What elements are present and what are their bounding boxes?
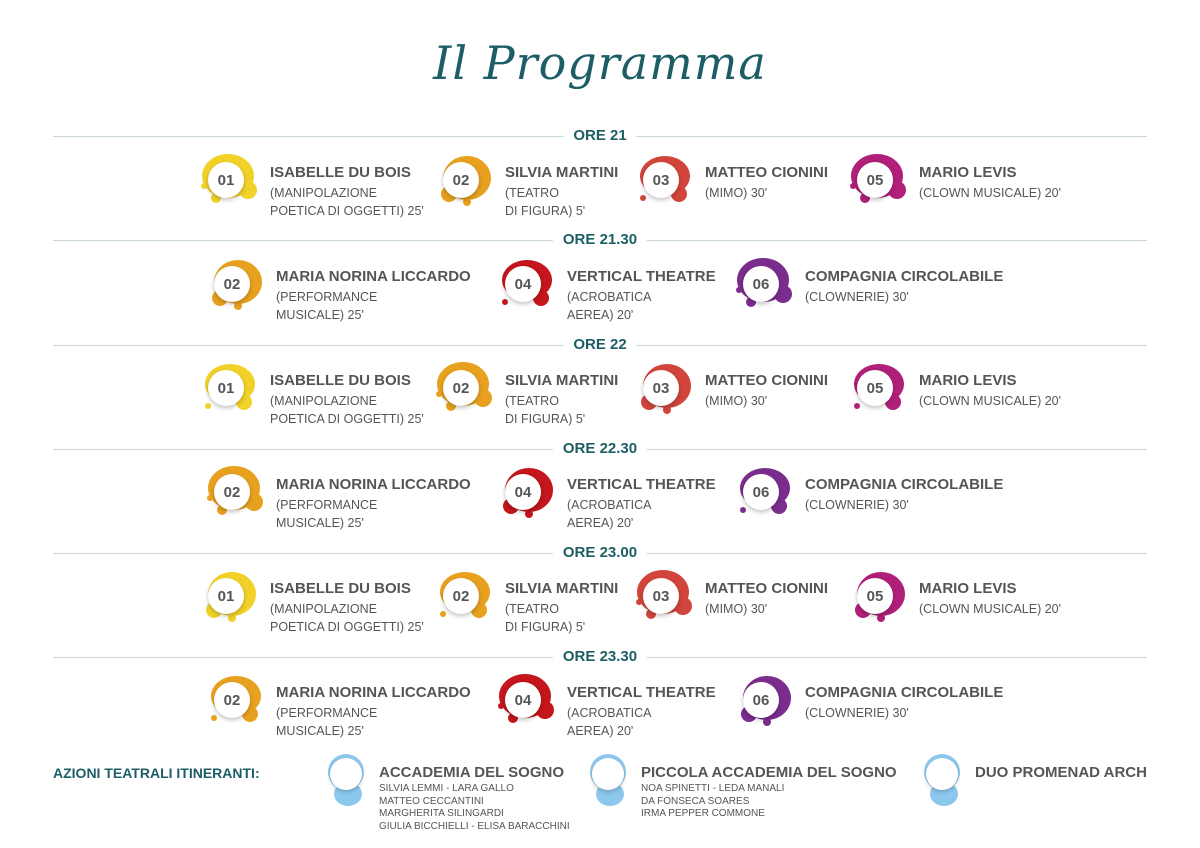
time-label: ORE 21	[563, 128, 636, 144]
time-label: ORE 23.30	[553, 649, 647, 665]
blob-shape	[234, 302, 242, 310]
act-description	[505, 392, 585, 428]
act-number-badge: 01	[208, 370, 244, 406]
page-title: Il Programma	[433, 36, 767, 90]
troupe-members	[379, 783, 570, 833]
act-blob-icon	[204, 462, 268, 526]
act-description-line: AEREA) 20'	[567, 308, 634, 322]
act-description	[805, 496, 909, 514]
act-description	[567, 496, 652, 532]
act-description-line: AEREA) 20'	[567, 516, 634, 530]
time-label: ORE 22	[563, 337, 636, 353]
act-number-badge: 02	[214, 266, 250, 302]
act-number-badge: 02	[443, 370, 479, 406]
act-blob-icon	[633, 358, 697, 422]
act-blob-icon	[204, 670, 268, 734]
act-name: MARIA NORINA LICCARDO	[276, 268, 471, 285]
act-blob-icon	[847, 150, 911, 214]
act-description	[567, 288, 652, 324]
act-number-badge: 03	[643, 370, 679, 406]
blob-shape	[228, 614, 236, 622]
act-name: COMPAGNIA CIRCOLABILE	[805, 268, 1004, 285]
blob-shape	[463, 198, 471, 206]
troupe-blob-icon	[326, 752, 370, 812]
troupe-name: DUO PROMENAD ARCH	[975, 764, 1147, 781]
act-description	[270, 392, 424, 428]
blob-shape	[205, 403, 211, 409]
troupe-circle	[926, 758, 958, 790]
blob-shape	[640, 195, 646, 201]
time-divider	[53, 649, 1147, 665]
act-name: VERTICAL THEATRE	[567, 268, 716, 285]
act-number-badge: 04	[505, 266, 541, 302]
act-blob-icon	[433, 358, 497, 422]
act-blob-icon	[633, 150, 697, 214]
blob-shape	[436, 391, 442, 397]
blob-shape	[636, 599, 642, 605]
blob-shape	[498, 703, 504, 709]
act-description	[705, 184, 767, 202]
blob-shape	[207, 495, 213, 501]
act-description-line: (PERFORMANCE	[276, 498, 378, 512]
act-name: COMPAGNIA CIRCOLABILE	[805, 684, 1004, 701]
act-blob-icon	[433, 566, 497, 630]
act-blob-icon	[198, 358, 262, 422]
act-blob-icon	[198, 150, 262, 214]
act-name: MARIO LEVIS	[919, 164, 1017, 181]
blob-shape	[877, 614, 885, 622]
troupe-name: ACCADEMIA DEL SOGNO	[379, 764, 565, 781]
act-number-badge: 01	[208, 578, 244, 614]
act-number-badge: 06	[743, 682, 779, 718]
act-number-badge: 03	[643, 162, 679, 198]
act-blob-icon	[733, 254, 797, 318]
act-name: ISABELLE DU BOIS	[270, 580, 411, 597]
act-description-line: (TEATRO	[505, 186, 559, 200]
act-blob-icon	[847, 358, 911, 422]
troupe-circle	[592, 758, 624, 790]
act-name: MATTEO CIONINI	[705, 164, 829, 181]
act-name: VERTICAL THEATRE	[567, 684, 716, 701]
act-name: MATTEO CIONINI	[705, 580, 829, 597]
blob-shape	[440, 611, 446, 617]
act-description-line: MUSICALE) 25'	[276, 724, 364, 738]
time-divider	[53, 128, 1147, 144]
act-blob-icon	[633, 566, 697, 630]
blob-shape	[201, 183, 207, 189]
act-description-line: (MANIPOLAZIONE	[270, 186, 377, 200]
act-description-line: MUSICALE) 25'	[276, 516, 364, 530]
act-description	[567, 704, 652, 740]
act-description	[270, 184, 424, 220]
act-description	[919, 392, 1061, 410]
act-description-line: (CLOWN MUSICALE) 20'	[919, 602, 1061, 616]
act-description-line: (ACROBATICA	[567, 290, 652, 304]
act-number-badge: 03	[643, 578, 679, 614]
act-description	[805, 288, 909, 306]
act-blob-icon	[204, 254, 268, 318]
act-number-badge: 05	[857, 162, 893, 198]
act-description-line: (PERFORMANCE	[276, 290, 378, 304]
act-name: SILVIA MARTINI	[505, 372, 619, 389]
act-description-line: DI FIGURA) 5'	[505, 620, 586, 634]
blob-shape	[736, 287, 742, 293]
act-description-line: AEREA) 20'	[567, 724, 634, 738]
blob-shape	[850, 183, 856, 189]
act-description-line: POETICA DI OGGETTI) 25'	[270, 204, 424, 218]
troupe-member-line: MARGHERITA SILINGARDI	[379, 808, 504, 819]
time-label: ORE 21.30	[553, 232, 647, 248]
act-name: SILVIA MARTINI	[505, 580, 619, 597]
act-description-line: DI FIGURA) 5'	[505, 204, 586, 218]
time-label: ORE 22.30	[553, 441, 647, 457]
time-divider	[53, 441, 1147, 457]
act-number-badge: 06	[743, 266, 779, 302]
blob-shape	[763, 718, 771, 726]
act-number-badge: 02	[443, 578, 479, 614]
act-description	[705, 392, 767, 410]
act-description-line: (TEATRO	[505, 602, 559, 616]
act-blob-icon	[495, 462, 559, 526]
act-description	[270, 600, 424, 636]
act-description-line: (PERFORMANCE	[276, 706, 378, 720]
act-description-line: (TEATRO	[505, 394, 559, 408]
time-divider	[53, 337, 1147, 353]
act-description	[505, 184, 585, 220]
time-divider	[53, 545, 1147, 561]
act-description	[705, 600, 767, 618]
act-description-line: (MANIPOLAZIONE	[270, 602, 377, 616]
troupe-members	[641, 783, 784, 821]
act-description-line: (CLOWNERIE) 30'	[805, 498, 909, 512]
act-description-line: MUSICALE) 25'	[276, 308, 364, 322]
act-number-badge: 05	[857, 578, 893, 614]
act-blob-icon	[847, 566, 911, 630]
act-blob-icon	[495, 254, 559, 318]
troupe-blob-icon	[922, 752, 966, 812]
act-name: MARIA NORINA LICCARDO	[276, 476, 471, 493]
act-name: MATTEO CIONINI	[705, 372, 829, 389]
act-name: ISABELLE DU BOIS	[270, 164, 411, 181]
act-description-line: (MIMO) 30'	[705, 394, 768, 408]
act-description	[276, 288, 377, 324]
blob-shape	[211, 715, 217, 721]
blob-shape	[525, 510, 533, 518]
act-description	[276, 496, 377, 532]
troupe-member-line: GIULIA BICCHIELLI - ELISA BARACCHINI	[379, 820, 570, 832]
act-number-badge: 04	[505, 682, 541, 718]
troupe-member-line: DA FONSECA SOARES	[641, 795, 750, 807]
act-blob-icon	[198, 566, 262, 630]
act-name: MARIA NORINA LICCARDO	[276, 684, 471, 701]
act-description-line: (ACROBATICA	[567, 706, 652, 720]
act-name: MARIO LEVIS	[919, 372, 1017, 389]
act-number-badge: 06	[743, 474, 779, 510]
act-number-badge: 02	[214, 474, 250, 510]
act-description	[919, 600, 1061, 618]
act-number-badge: 02	[443, 162, 479, 198]
act-description-line: DI FIGURA) 5'	[505, 412, 586, 426]
act-blob-icon	[495, 670, 559, 734]
troupe-circle	[330, 758, 362, 790]
act-description	[276, 704, 377, 740]
blob-shape	[502, 299, 508, 305]
blob-shape	[854, 403, 860, 409]
act-number-badge: 02	[214, 682, 250, 718]
troupe-blob-icon	[588, 752, 632, 812]
troupe-member-line: SILVIA LEMMI - LARA GALLO	[379, 783, 514, 794]
act-blob-icon	[433, 150, 497, 214]
time-label: ORE 23.00	[553, 545, 647, 561]
troupe-name: PICCOLA ACCADEMIA DEL SOGNO	[641, 764, 897, 781]
act-blob-icon	[733, 462, 797, 526]
act-name: COMPAGNIA CIRCOLABILE	[805, 476, 1004, 493]
act-name: ISABELLE DU BOIS	[270, 372, 411, 389]
blob-shape	[663, 406, 671, 414]
act-description-line: (CLOWN MUSICALE) 20'	[919, 394, 1061, 408]
act-name: SILVIA MARTINI	[505, 164, 619, 181]
itinerant-title: AZIONI TEATRALI ITINERANTI:	[53, 765, 260, 781]
blob-shape	[740, 507, 746, 513]
act-description-line: (MIMO) 30'	[705, 602, 768, 616]
act-description-line: (CLOWNERIE) 30'	[805, 706, 909, 720]
act-number-badge: 01	[208, 162, 244, 198]
troupe-member-line: IRMA PEPPER COMMONE	[641, 808, 765, 819]
act-name: MARIO LEVIS	[919, 580, 1017, 597]
act-description-line: (CLOWN MUSICALE) 20'	[919, 186, 1061, 200]
act-number-badge: 04	[505, 474, 541, 510]
troupe-member-line: MATTEO CECCANTINI	[379, 795, 484, 807]
act-description	[505, 600, 585, 636]
act-description-line: (ACROBATICA	[567, 498, 652, 512]
act-description	[919, 184, 1061, 202]
act-blob-icon	[733, 670, 797, 734]
troupe-member-line: NOA SPINETTI - LEDA MANALI	[641, 783, 785, 794]
time-divider	[53, 232, 1147, 248]
act-description-line: POETICA DI OGGETTI) 25'	[270, 620, 424, 634]
act-description-line: (MIMO) 30'	[705, 186, 768, 200]
act-description-line: POETICA DI OGGETTI) 25'	[270, 412, 424, 426]
act-number-badge: 05	[857, 370, 893, 406]
act-name: VERTICAL THEATRE	[567, 476, 716, 493]
act-description-line: (MANIPOLAZIONE	[270, 394, 377, 408]
act-description	[805, 704, 909, 722]
act-description-line: (CLOWNERIE) 30'	[805, 290, 909, 304]
